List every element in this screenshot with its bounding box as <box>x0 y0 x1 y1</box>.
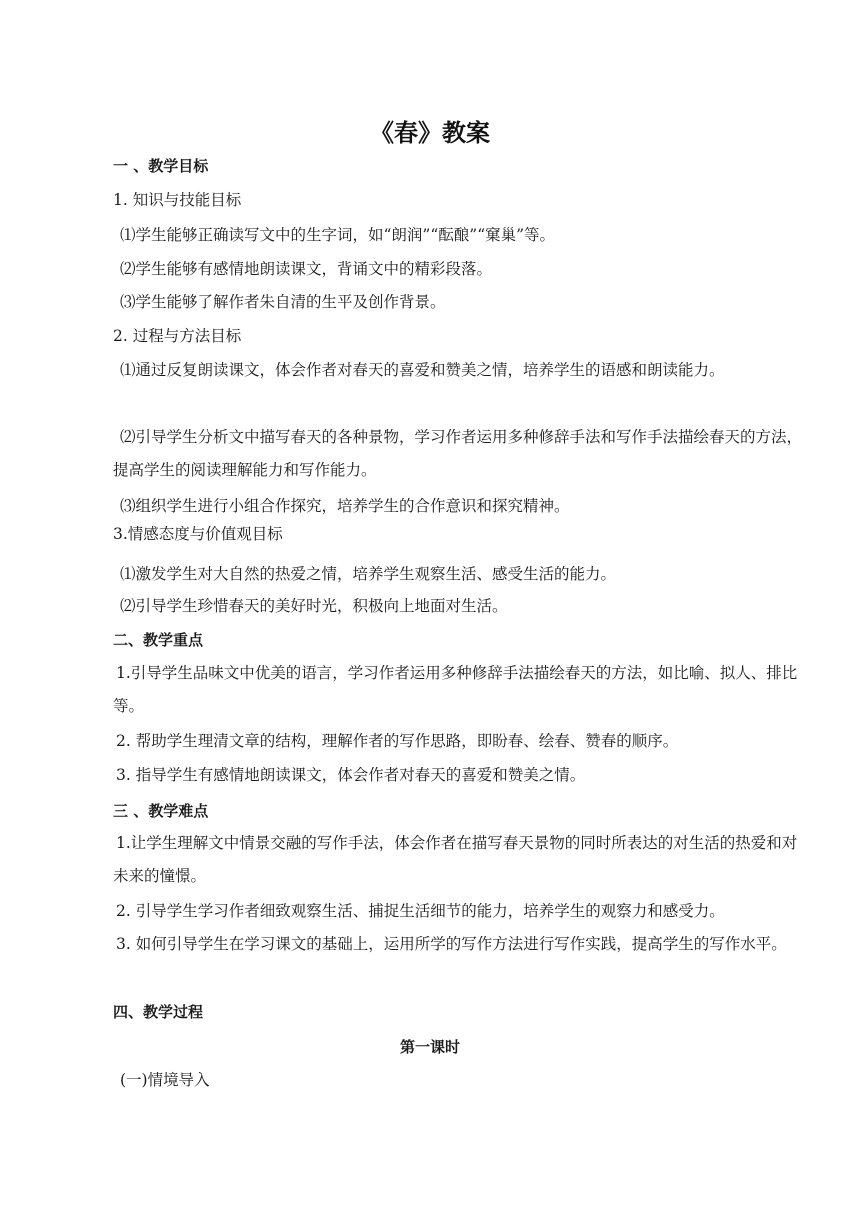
paragraph: ⑶组织学生进行小组合作探究，培养学生的合作意识和探究精神。 <box>120 497 570 515</box>
paragraph: 3. 指导学生有感情地朗读课文，体会作者对春天的喜爱和赞美之情。 <box>116 766 586 784</box>
section-heading-key-points: 二、教学重点 <box>113 631 204 649</box>
paragraph: ⑵引导学生分析文中描写春天的各种景物，学习作者运用多种修辞手法和写作手法描绘春天的方法，提高学生的阅读理解能力和写作能力。 <box>113 428 803 479</box>
paragraph: ⑴通过反复朗读课文，体会作者对春天的喜爱和赞美之情，培养学生的语感和朗读能力。 <box>120 361 725 379</box>
paragraph: 2. 帮助学生理清文章的结构，理解作者的写作思路，即盼春、绘春、赞春的顺序。 <box>116 732 679 750</box>
paragraph: ⑵引导学生珍惜春天的美好时光，积极向上地面对生活。 <box>120 597 508 615</box>
paragraph: ⑴激发学生对大自然的热爱之情，培养学生观察生活、感受生活的能力。 <box>120 565 617 583</box>
section-heading-objectives: 一 、教学目标 <box>113 157 209 175</box>
subheading-process: 2. 过程与方法目标 <box>113 327 242 345</box>
paragraph: 1.引导学生品味文中优美的语言，学习作者运用多种修辞手法描绘春天的方法，如比喻、拟人、排比等。 <box>113 664 798 715</box>
paragraph: ⑵学生能够有感情地朗读课文，背诵文中的精彩段落。 <box>120 260 493 278</box>
subheading-attitude: 3.情感态度与价值观目标 <box>113 525 283 543</box>
paragraph: ⑶学生能够了解作者朱自清的生平及创作背景。 <box>120 293 446 311</box>
paragraph: 1.让学生理解文中情景交融的写作手法，体会作者在描写春天景物的同时所表达的对生活的热爱和对未来的憧憬。 <box>113 834 798 885</box>
subheading-knowledge: 1. 知识与技能目标 <box>113 191 242 209</box>
section-heading-process: 四、教学过程 <box>113 1003 204 1021</box>
lesson-heading: 第一课时 <box>399 1038 460 1056</box>
section-heading-difficulties: 三 、教学难点 <box>113 802 209 820</box>
document-title: 《春》教案 <box>370 119 490 147</box>
paragraph: (一)情境导入 <box>120 1071 210 1089</box>
paragraph: 3. 如何引导学生在学习课文的基础上，运用所学的写作方法进行写作实践，提高学生的写作水平。 <box>116 935 787 953</box>
paragraph: ⑴学生能够正确读写文中的生字词，如“朗润”“酝酿”“窠巢”等。 <box>120 226 556 244</box>
paragraph: 2. 引导学生学习作者细致观察生活、捕捉生活细节的能力，培养学生的观察力和感受力。 <box>116 902 725 920</box>
